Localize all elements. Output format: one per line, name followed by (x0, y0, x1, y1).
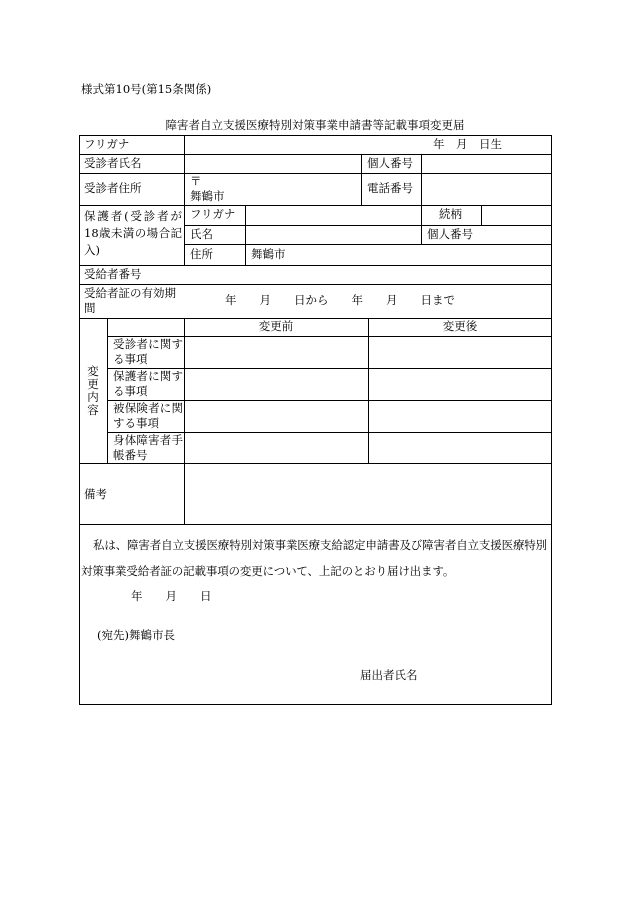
validity-label: 受給者証の有効期間 (84, 286, 176, 315)
personal-number-label: 個人番号 (367, 156, 413, 170)
col-line (184, 318, 185, 524)
col-line (107, 318, 108, 463)
row-line (79, 173, 552, 174)
form-number: 様式第10号(第15条関係) (81, 82, 212, 96)
guardian-furigana-label: フリガナ (190, 207, 236, 221)
relationship-label: 続柄 (439, 207, 462, 221)
row-line (184, 225, 552, 226)
change-row-label: 受診者に関する事項 (113, 337, 183, 366)
applicant-name-label: 受診者氏名 (84, 156, 142, 170)
row-line (79, 265, 552, 266)
changes-section-label: 変更内容 (87, 364, 99, 417)
addressee: (宛先)舞鶴市長 (97, 628, 175, 642)
col-line (421, 205, 422, 244)
row-line (79, 524, 552, 525)
birthdate-label: 年 月 日生 (433, 137, 502, 151)
row-line (79, 154, 552, 155)
declaration-text: 私は、障害者自立支援医療特別対策事業医療支給認定申請書及び障害者自立支援医療特別対策事業受給者証の記載事項の変更について、上記のとおり届け出ます。 (81, 538, 547, 578)
remarks-label: 備考 (84, 487, 107, 501)
row-line (184, 244, 552, 245)
phone-label: 電話番号 (367, 181, 413, 195)
after-header: 変更後 (442, 319, 478, 333)
furigana-label: フリガナ (84, 137, 130, 151)
declaration-date: 年 月 日 (131, 589, 212, 603)
postal-mark: 〒 (190, 174, 202, 188)
change-row-label: 保護者に関する事項 (113, 369, 183, 398)
col-line (421, 154, 422, 205)
change-row-label: 身体障害者手帳番号 (113, 433, 183, 462)
col-line (481, 205, 482, 225)
before-header: 変更前 (258, 319, 294, 333)
form-title: 障害者自立支援医療特別対策事業申請書等記載事項変更届 (165, 118, 465, 132)
row-line (79, 284, 552, 285)
col-line (245, 205, 246, 265)
guardian-label: 保護者(受診者が18歳未満の場合記入) (84, 209, 182, 257)
applicant-city: 舞鶴市 (190, 189, 225, 203)
applicant-address-label: 受診者住所 (84, 181, 142, 195)
guardian-name-label: 氏名 (190, 227, 213, 241)
col-line (184, 135, 185, 265)
col-line (361, 154, 362, 205)
col-line (368, 318, 369, 463)
guardian-address-label: 住所 (190, 247, 213, 261)
guardian-city: 舞鶴市 (251, 247, 286, 261)
validity-value: 年 月 日から 年 月 日まで (225, 293, 455, 307)
signer-label: 届出者氏名 (360, 668, 418, 682)
recipient-number-label: 受給者番号 (84, 267, 142, 281)
guardian-personal-number-label: 個人番号 (427, 227, 473, 241)
row-line (79, 463, 552, 464)
change-row-label: 被保険者に関する事項 (113, 401, 183, 430)
